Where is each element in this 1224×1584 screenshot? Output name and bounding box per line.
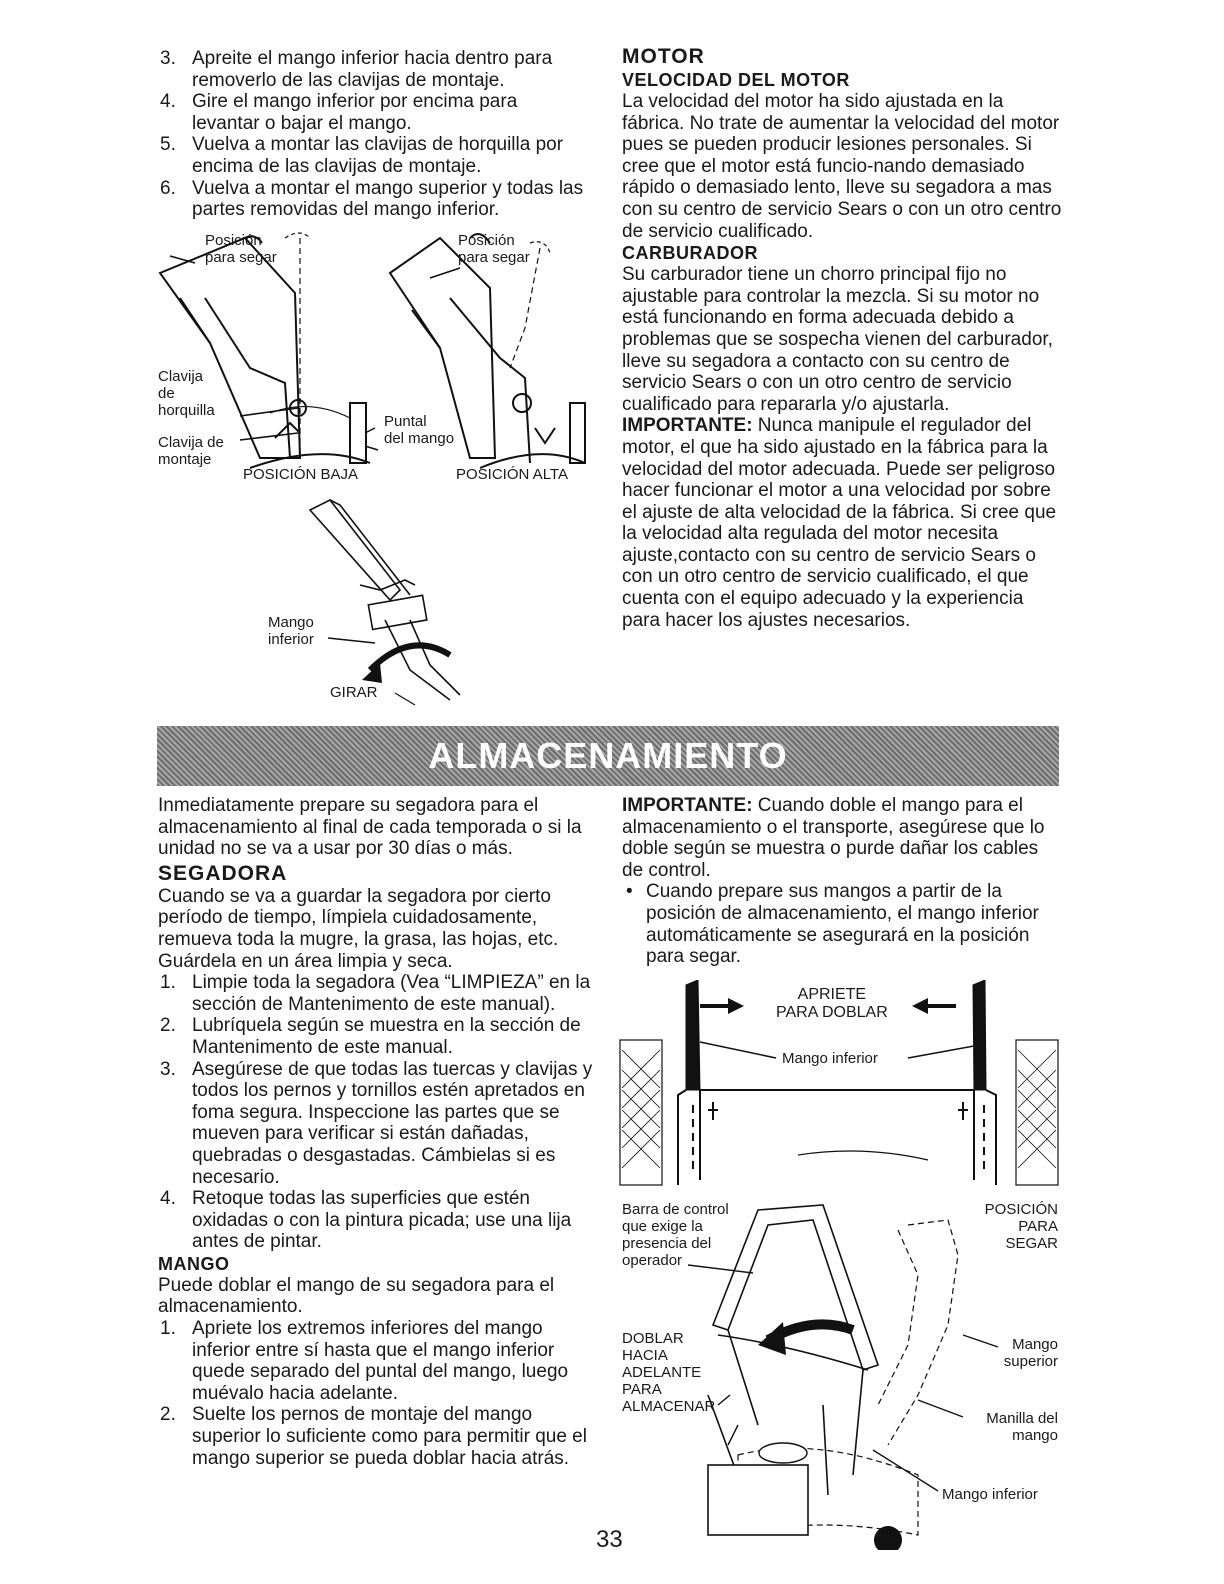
step-number: 1.: [160, 972, 176, 994]
mango-steps: [158, 1318, 598, 1469]
bullet-icon: •: [626, 881, 633, 903]
segadora-steps: [158, 972, 598, 1253]
step-text: Limpie toda la segadora (Vea “LIMPIEZA” en la sección de Mantenimento de este manual).: [192, 972, 591, 1015]
motor-section: [622, 45, 1062, 631]
lower-handle-rotate-diagram: [300, 495, 500, 715]
handle-steps-top: [158, 48, 588, 221]
step-number: 5.: [160, 134, 176, 156]
manilla-label: Manilla del mango: [986, 1410, 1058, 1444]
segadora-text: Cuando se va a guardar la segadora por cierto período de tiempo, límpiela cuidadosamente, remueva toda la mugre, la grasa, las hojas, etc. Guárdela en un área limpia y seca.: [158, 885, 559, 972]
motor-title: MOTOR: [622, 45, 705, 68]
mango-superior-label: Mango superior: [1003, 1336, 1058, 1370]
step-text: Apriete los extremos inferiores del mango inferior entre sí hasta que el mango inferior quede separado del puntal del mango, luego muévalo hacia adelante.: [192, 1318, 569, 1404]
step-item: [158, 1404, 598, 1469]
page-number: 33: [596, 1526, 623, 1553]
girar-label: GIRAR: [330, 684, 378, 701]
storage-importante-label: IMPORTANTE:: [622, 795, 753, 816]
carburador-title: CARBURADOR: [622, 243, 758, 264]
bullet-text: Cuando prepare sus mangos a partir de la posición de almacenamiento, el mango inferior automáticamente se asegurará en la posición para segar.: [646, 881, 1039, 968]
step-text: Retoque todas las superficies que estén oxidadas o con la pintura picada; use una lija antes de pintar.: [192, 1188, 572, 1253]
step-text: Vuelva a montar el mango superior y todas las partes removidas del mango inferior.: [192, 177, 584, 221]
importante-text: Nunca manipule el regulador del motor, el que ha sido ajustado en la fábrica para la velocidad del motor adecuada. Puede ser peligroso hacer funcionar el motor a una velocidad por sobre el ajuste de alta velocidad de la fábrica. Si cree que la velocidad alta regulada del motor necesita ajuste,contacto con su centro de servicio Sears o con un otro centro de servicio cualificado, el que cuenta con el equipo adecuado y la experiencia para hacer los ajustes necesarios.: [622, 415, 1057, 631]
pos-segar-label-1: Posición para segar: [205, 232, 277, 266]
step-item: [158, 1318, 598, 1404]
puntal-label: Puntal del mango: [384, 413, 455, 447]
pos-baja-label: POSICIÓN BAJA: [243, 466, 359, 483]
mango-text: Puede doblar el mango de su segadora para el almacenamiento.: [158, 1274, 555, 1318]
banner-title: ALMACENAMIENTO: [428, 735, 788, 776]
motor-importante: [622, 415, 1062, 631]
pos-alta-label: POSICIÓN ALTA: [456, 466, 568, 483]
fig3-mango-inferior-label: Mango inferior: [942, 1486, 1038, 1503]
step-text: Apreite el mango inferior hacia dentro para removerlo de las clavijas de montaje.: [192, 48, 553, 91]
almacenamiento-banner: [157, 726, 1059, 786]
step-text: Lubríquela según se muestra en la sección de Mantenimento de este manual.: [192, 1015, 581, 1058]
step-number: 1.: [160, 1318, 176, 1340]
fig2-mango-inferior-label: Mango inferior: [782, 1050, 878, 1067]
step-item: [158, 134, 588, 177]
step-text: Suelte los pernos de montaje del mango superior lo suficiente como para permitir que el mango superior se pueda doblar hacia atrás.: [192, 1404, 587, 1469]
step-number: 2.: [160, 1015, 176, 1037]
posicion-segar-label: POSICIÓN PARA SEGAR: [984, 1201, 1058, 1252]
step-number: 6.: [160, 177, 176, 199]
step-text: Gire el mango inferior por encima para levantar o bajar el mango.: [192, 91, 518, 134]
storage-right: [622, 795, 1062, 968]
step-item: [158, 1188, 598, 1253]
step-number: 3.: [160, 48, 176, 69]
velocidad-text: La velocidad del motor ha sido ajustada en la fábrica. No trate de aumentar la velocidad del motor pues se pueden producir lesiones personales. Si cree que el motor está funcio-nando demasiado rápido o demasiado lento, lleve su segadora a mas con su centro de servicio Sears o con un otro centro de servicio cualificado.: [622, 91, 1062, 242]
carburador-text: Su carburador tiene un chorro principal fijo no ajustable para controlar la mezcla. Si su motor no está funcionando en forma adecuada debido a problemas que se sospecha vienen del carburador, lleve su segadora a contacto con su centro de servicio Sears o con un otro centro de servicio cualificado para repararla y/o ajustarla.: [622, 264, 1053, 415]
step-number: 4.: [160, 91, 176, 113]
step-item: [158, 1015, 598, 1058]
segadora-title: SEGADORA: [158, 861, 288, 885]
doblar-label: DOBLAR HACIA ADELANTE PARA ALMACENAR: [622, 1330, 716, 1415]
handle-steps-list: [158, 48, 588, 221]
step-text: Asegúrese de que todas las tuercas y clavijas y todos los pernos y tornillos estén apretados en foma segura. Inspeccione las partes que se mueven para verificar si están dañadas, quebradas o desgastadas. Cámbielas si es necesario.: [192, 1058, 593, 1188]
storage-intro: Inmediatamente prepare su segadora para el almacenamiento al final de cada temporada o si la unidad no se va a usar por 30 días o más.: [158, 795, 582, 860]
apriete-label: APRIETE PARA DOBLAR: [776, 986, 888, 1021]
step-number: 4.: [160, 1188, 176, 1210]
step-item: [158, 48, 588, 91]
storage-importante: [622, 795, 1062, 881]
step-number: 3.: [160, 1058, 176, 1080]
step-item: [158, 972, 598, 1015]
mango-inferior-label: Mango inferior: [268, 614, 314, 648]
bullet-item: [622, 881, 1062, 967]
clavija-montaje-label: Clavija de montaje: [158, 434, 224, 468]
storage-importante-text: Cuando doble el mango para el almacenamiento o el transporte, asegúrese que lo doble según se muestra o purde dañar los cables de control.: [622, 795, 1045, 881]
storage-section: [158, 795, 598, 1469]
mango-title: MANGO: [158, 1253, 230, 1274]
step-text: Vuelva a montar las clavijas de horquilla por encima de las clavijas de montaje.: [192, 134, 564, 177]
step-number: 2.: [160, 1404, 176, 1426]
pos-segar-label-2: Posición para segar: [458, 232, 530, 266]
step-item: [158, 91, 588, 134]
step-item: [158, 1059, 598, 1189]
step-item: [158, 178, 588, 221]
importante-label: IMPORTANTE:: [622, 415, 753, 437]
clavija-horquilla-label: Clavija de horquilla: [158, 368, 215, 419]
velocidad-title: VELOCIDAD DEL MOTOR: [622, 70, 850, 90]
barra-label: Barra de control que exige la presencia del operador: [622, 1201, 729, 1269]
